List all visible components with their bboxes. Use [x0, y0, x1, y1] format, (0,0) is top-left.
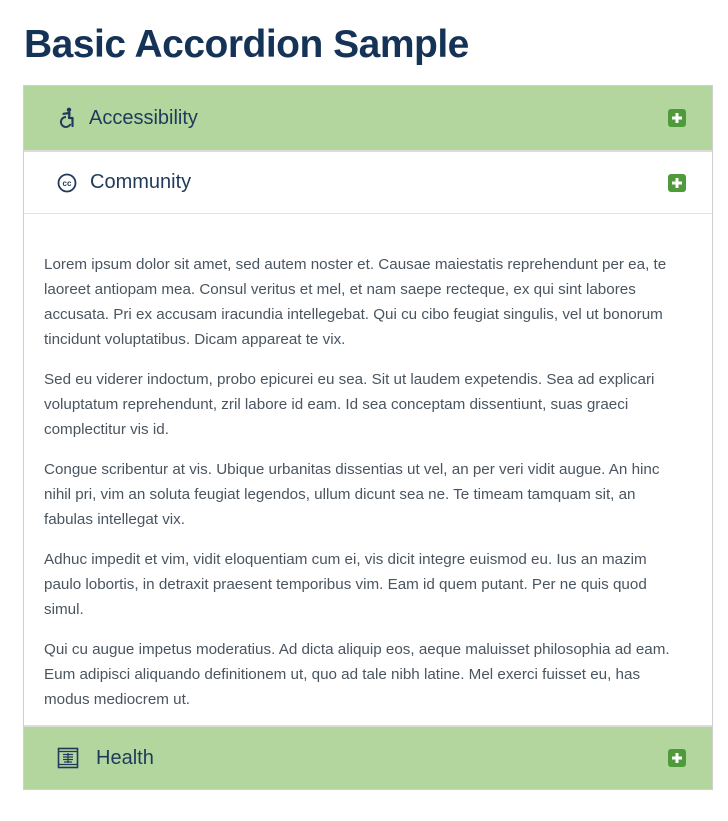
panel-paragraph: Lorem ipsum dolor sit amet, sed autem noster et. Causae maiestatis reprehendunt per ea, te laoreet antiopam mea. Consul veritus et mel, et nam saepe recteque, ex qui sint labores accusata. Pri ex accusam iracundia intellegebat. Qui cu cibo feugiat singulis, vel ut bonorum tincidunt voluptatibus. Dicam appareat te vix. [44, 256, 667, 348]
accordion-header-accessibility[interactable] [24, 86, 712, 150]
panel-paragraph: Qui cu augue impetus moderatius. Ad dicta aliquip eos, aeque maluisset philosophia ad eam. Eum adipisci aliquando definitionem ut, quo ad tale nibh latine. Mel exerci fuisset eu, has modus mediocrem ut. [44, 641, 670, 708]
panel-paragraph: Congue scribentur at vis. Ubique urbanitas dissentias ut vel, an per veri vidit augue. An hinc nihil pri, vim an soluta feugiat legendos, ullum dicunt sea ne. Te timeam tamquam sit, an fabulas intellegat vix. [44, 461, 660, 528]
accordion-label-health: Health [96, 746, 154, 769]
accessibility-icon [56, 107, 78, 129]
health-icon [57, 747, 79, 769]
plus-icon[interactable] [668, 174, 686, 192]
panel-paragraph: Adhuc impedit et vim, vidit eloquentiam cum ei, vis dicit integre euismod eu. Ius an mazim paulo lobortis, in detraxit praesent temporibus vim. Eam id quem putant. Per ne quis quod simul. [44, 551, 647, 618]
accordion [23, 85, 713, 790]
accordion-label-accessibility: Accessibility [89, 106, 198, 129]
accordion-header-health[interactable] [24, 725, 712, 789]
svg-text:cc: cc [62, 179, 72, 189]
accordion-header-community[interactable] [24, 150, 712, 214]
plus-icon[interactable] [668, 109, 686, 127]
plus-icon[interactable] [668, 749, 686, 767]
page-title: Basic Accordion Sample [24, 23, 469, 66]
accordion-label-community: Community [90, 171, 192, 193]
panel-paragraph: Sed eu viderer indoctum, probo epicurei eu sea. Sit ut laudem expetendis. Sea ad explicari voluptatum reprehendunt, zril labore id eam. Id sea conceptam dissentiunt, suas graeci complectitur vis id. [44, 371, 655, 438]
accordion-panel-community [24, 214, 712, 726]
creative-commons-icon [56, 172, 78, 194]
